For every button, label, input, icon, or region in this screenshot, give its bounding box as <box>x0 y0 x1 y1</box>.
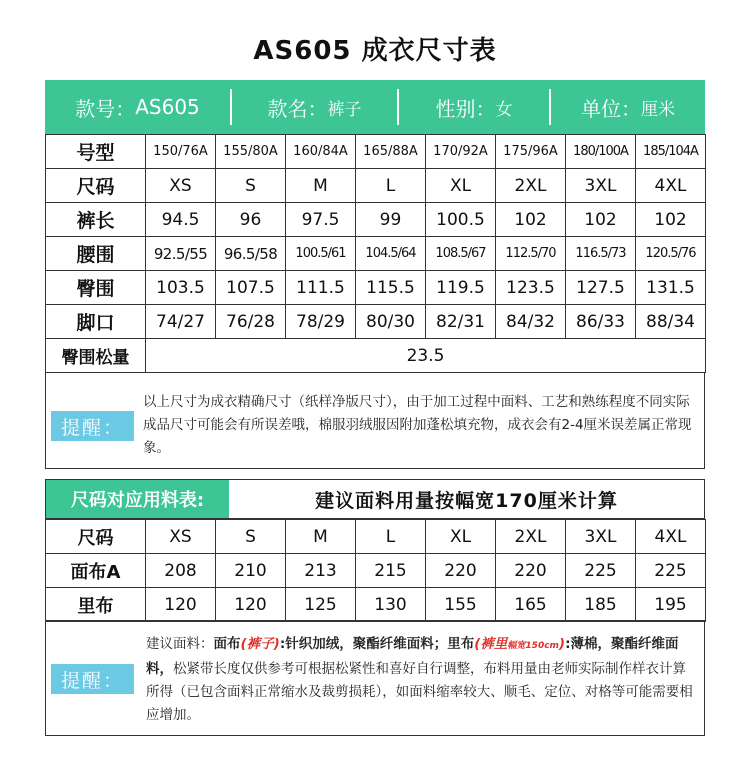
reminder-text: 以上尺寸为成衣精确尺寸（纸样净版尺寸），由于加工过程中面料、工艺和熟练程度不同实际成品尺寸可能会有所误差哦，棉服羽绒服因附加蓬松填充物，成衣会有2-4厘米误差属正常现象。 <box>143 394 692 456</box>
table-cell: 4XL <box>636 520 706 554</box>
table-cell: S <box>216 169 286 203</box>
table-cell: 76/28 <box>216 305 286 339</box>
table-cell: 2XL <box>496 169 566 203</box>
fabric-lining-width: 幅宽150cm <box>507 641 559 651</box>
table-cell: 127.5 <box>566 271 636 305</box>
header-bar <box>45 80 705 134</box>
table-cell: 2XL <box>496 520 566 554</box>
name-field <box>232 80 397 134</box>
reminder-badge: 提醒： <box>51 664 134 694</box>
table-cell: 185 <box>566 588 636 622</box>
fabric-reminder-text <box>146 633 696 727</box>
table-cell: 123.5 <box>496 271 566 305</box>
table-cell: 225 <box>636 554 706 588</box>
fabric-shell-desc: :针织加绒，聚酯纤维面料；里布 <box>279 636 475 652</box>
table-cell: 160/84A <box>286 135 356 169</box>
usage-header <box>45 479 705 519</box>
table-cell: XL <box>426 169 496 203</box>
fabric-lining-desc: :薄棉，聚酯纤维面料， <box>146 636 679 677</box>
table-cell: XS <box>146 520 216 554</box>
fabric-text-intro: 建议面料： <box>146 636 214 652</box>
table-cell: 100.5 <box>426 203 496 237</box>
table-cell: XL <box>426 520 496 554</box>
page-title: AS605 成衣尺寸表 <box>253 36 497 66</box>
table-cell: 131.5 <box>636 271 706 305</box>
table-cell: L <box>356 169 426 203</box>
table-cell: 130 <box>356 588 426 622</box>
table-cell: 80/30 <box>356 305 426 339</box>
table-cell: 125 <box>286 588 356 622</box>
table-cell: 82/31 <box>426 305 496 339</box>
table-cell: 215 <box>356 554 426 588</box>
table-cell: 220 <box>496 554 566 588</box>
table-row <box>46 203 706 237</box>
unit-value: 厘米 <box>641 99 675 120</box>
hip-ease-value: 23.5 <box>146 339 706 373</box>
table-cell: 78/29 <box>286 305 356 339</box>
table-cell: 108.5/67 <box>426 237 496 271</box>
table-row <box>46 339 706 373</box>
row-label: 面布A <box>46 554 146 588</box>
table-cell: 210 <box>216 554 286 588</box>
table-cell: 112.5/70 <box>496 237 566 271</box>
table-cell: 102 <box>566 203 636 237</box>
table-cell: 225 <box>566 554 636 588</box>
gender-label: 性别： <box>435 96 496 121</box>
table-cell: 220 <box>426 554 496 588</box>
table-cell: 97.5 <box>286 203 356 237</box>
row-label: 臀围 <box>46 271 146 305</box>
fabric-shell-note: (裤子) <box>240 636 280 652</box>
table-cell: XS <box>146 169 216 203</box>
table-cell: 120.5/76 <box>636 237 706 271</box>
table-cell: 107.5 <box>216 271 286 305</box>
size-table <box>45 134 706 373</box>
table-cell: 111.5 <box>286 271 356 305</box>
row-label: 脚口 <box>46 305 146 339</box>
row-label: 号型 <box>46 135 146 169</box>
table-cell: 96.5/58 <box>216 237 286 271</box>
fabric-lining-close: ) <box>558 636 566 652</box>
hip-ease-label: 臀围松量 <box>46 339 146 373</box>
fabric-shell-label: 面布 <box>213 636 241 652</box>
table-cell: 119.5 <box>426 271 496 305</box>
table-cell: 96 <box>216 203 286 237</box>
row-label: 裤长 <box>46 203 146 237</box>
table-cell: 150/76A <box>146 135 216 169</box>
table-cell: 195 <box>636 588 706 622</box>
table-row <box>46 305 706 339</box>
table-cell: M <box>286 520 356 554</box>
table-cell: 208 <box>146 554 216 588</box>
table-cell: 180/100A <box>566 135 636 169</box>
table-cell: 104.5/64 <box>356 237 426 271</box>
table-cell: 92.5/55 <box>146 237 216 271</box>
table-cell: 86/33 <box>566 305 636 339</box>
table-cell: S <box>216 520 286 554</box>
table-cell: 88/34 <box>636 305 706 339</box>
table-row <box>46 554 706 588</box>
row-label: 里布 <box>46 588 146 622</box>
table-cell: 115.5 <box>356 271 426 305</box>
table-cell: 100.5/61 <box>286 237 356 271</box>
table-cell: 175/96A <box>496 135 566 169</box>
table-cell: 120 <box>216 588 286 622</box>
reminder-badge: 提醒： <box>51 411 134 441</box>
usage-table <box>45 519 706 622</box>
fabric-text-rest: 松紧带长度仅供参考可根据松紧性和喜好自行调整，布料用量由老师实际制作样衣计算所得（已包含面料正常缩水及裁剪损耗），如面料缩率较大、顺毛、定位、对格等可能需要相应增加。 <box>146 661 693 723</box>
gender-value: 女 <box>495 99 513 120</box>
table-row <box>46 588 706 622</box>
table-row <box>46 169 706 203</box>
table-row <box>46 520 706 554</box>
unit-field <box>551 80 705 134</box>
table-cell: 165 <box>496 588 566 622</box>
table-cell: 94.5 <box>146 203 216 237</box>
fabric-reminder-panel <box>45 620 705 736</box>
table-cell: 4XL <box>636 169 706 203</box>
gender-field <box>399 80 549 134</box>
table-cell: 3XL <box>566 520 636 554</box>
table-cell: 116.5/73 <box>566 237 636 271</box>
table-cell: 102 <box>496 203 566 237</box>
table-cell: 120 <box>146 588 216 622</box>
style-no-value: AS605 <box>135 95 200 119</box>
table-cell: 213 <box>286 554 356 588</box>
reminder-panel <box>45 372 705 469</box>
table-cell: 155 <box>426 588 496 622</box>
unit-label: 单位： <box>581 96 641 121</box>
table-cell: 103.5 <box>146 271 216 305</box>
name-value: 裤子 <box>327 99 362 120</box>
table-cell: 99 <box>356 203 426 237</box>
table-row <box>46 271 706 305</box>
table-cell: 165/88A <box>356 135 426 169</box>
table-cell: 170/92A <box>426 135 496 169</box>
table-cell: 74/27 <box>146 305 216 339</box>
table-row <box>46 135 706 169</box>
row-label: 腰围 <box>46 237 146 271</box>
row-label: 尺码 <box>46 169 146 203</box>
table-cell: 84/32 <box>496 305 566 339</box>
style-no-label: 款号： <box>75 96 136 121</box>
table-cell: 102 <box>636 203 706 237</box>
table-cell: M <box>286 169 356 203</box>
usage-label: 尺码对应用料表: <box>46 480 229 518</box>
fabric-lining-note: (裤里 <box>474 636 508 652</box>
table-cell: 185/104A <box>636 135 706 169</box>
table-cell: 155/80A <box>216 135 286 169</box>
style-no-field <box>45 80 230 134</box>
row-label: 尺码 <box>46 520 146 554</box>
table-cell: 3XL <box>566 169 636 203</box>
table-cell: L <box>356 520 426 554</box>
usage-note: 建议面料用量按幅宽170厘米计算 <box>315 489 618 512</box>
name-label: 款名： <box>267 96 328 121</box>
table-row <box>46 237 706 271</box>
